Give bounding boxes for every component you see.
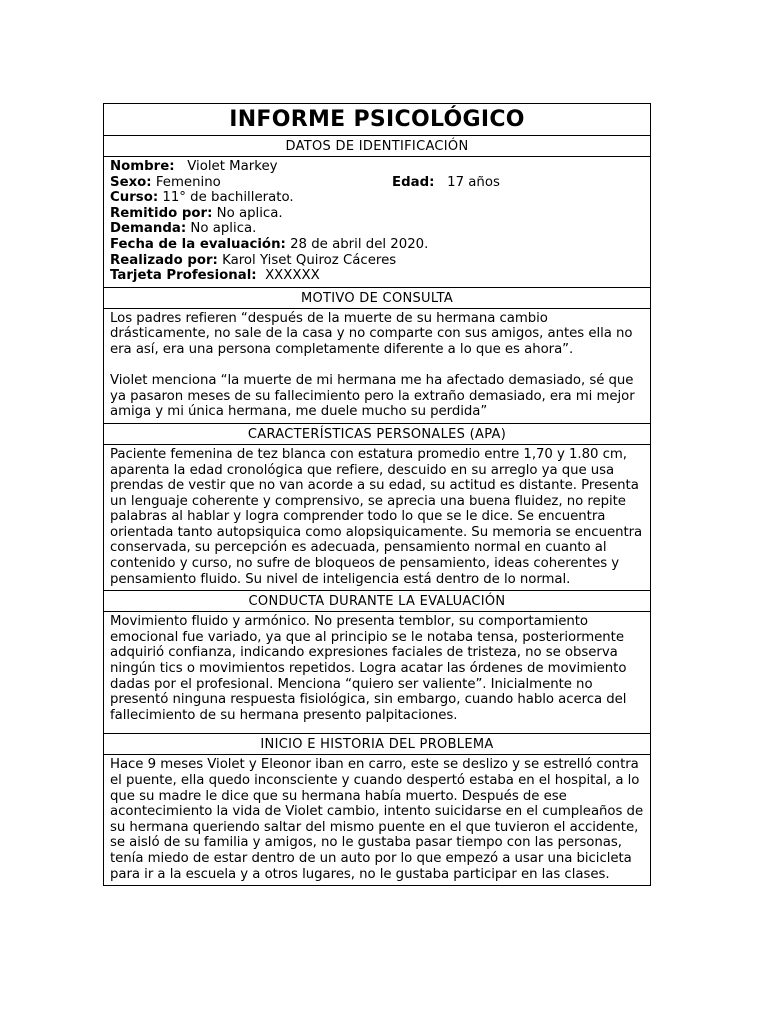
report-title: INFORME PSICOLÓGICO — [104, 104, 650, 136]
curso-line — [110, 190, 644, 206]
fecha-value: 28 de abril del 2020. — [290, 236, 429, 252]
caracteristicas-heading: CARACTERÍSTICAS PERSONALES (APA) — [104, 424, 650, 445]
fecha-line — [110, 237, 644, 253]
edad-value: 17 años — [447, 174, 500, 190]
curso-label: Curso: — [110, 190, 159, 206]
demanda-line — [110, 221, 644, 237]
motivo-paragraph-2: Violet menciona “la muerte de mi hermana me ha afectado demasiado, sé que ya pasaron meses de su fallecimiento pero la extraño demasiado, era mi mejor amiga y mi única hermana, me duele mucho su perdida” — [110, 373, 635, 420]
fecha-label: Fecha de la evaluación: — [110, 236, 286, 252]
remitido-label: Remitido por: — [110, 205, 213, 221]
identification-heading: DATOS DE IDENTIFICACIÓN — [104, 136, 650, 157]
edad-field — [392, 175, 500, 191]
motivo-heading: MOTIVO DE CONSULTA — [104, 288, 650, 309]
identification-section — [104, 157, 650, 288]
sexo-label: Sexo: — [110, 174, 152, 190]
edad-label: Edad: — [392, 174, 435, 190]
tarjeta-label: Tarjeta Profesional: — [110, 268, 257, 284]
remitido-value: No aplica. — [216, 205, 283, 221]
motivo-paragraph-1: Los padres refieren “después de la muerte de su hermana cambio drásticamente, no sale de la casa y no comparte con sus amigos, antes ella no era así, era una persona completamente diferente a lo que es ahora”. — [110, 310, 633, 357]
realizado-value: Karol Yiset Quiroz Cáceres — [222, 252, 397, 268]
demanda-value: No aplica. — [190, 221, 257, 237]
demanda-label: Demanda: — [110, 221, 187, 237]
motivo-section — [104, 309, 650, 424]
tarjeta-line — [110, 268, 644, 284]
historia-heading: INICIO E HISTORIA DEL PROBLEMA — [104, 734, 650, 755]
caracteristicas-text: Paciente femenina de tez blanca con estatura promedio entre 1,70 y 1.80 cm, aparenta la edad cronológica que refiere, descuido en su arreglo ya que usa prendas de vestir que no van acorde a su edad, su actitud es distante. Presenta un lenguaje coherente y comprensivo, se aprecia una buena fluidez, no repite palabras al hablar y logra comprender todo lo que se le dice. Se encuentra orientada tanto autopsiquica como alopsiquicamente. Su memoria se encuentra conservada, su percepción es adecuada, pensamiento normal en cuanto al contenido y curso, no sufre de bloqueos de pensamiento, ideas coherentes y pensamiento fluido. Su nivel de inteligencia está dentro de lo normal. — [104, 445, 650, 591]
historia-text: Hace 9 meses Violet y Eleonor iban en carro, este se deslizo y se estrelló contra el puente, ella quedo inconsciente y cuando despertó estaba en el hospital, a lo que su madre le dice que su hermana había muerto. Después de ese acontecimiento la vida de Violet cambio, intento suicidarse en el cumpleaños de su hermana queriendo saltar del mismo puente en el que tuvieron el accidente, se aisló de su familia y amigos, no le gustaba pasar tiempo con las personas, tenía miedo de estar dentro de un auto por lo que empezó a usar una bicicleta para ir a la escuela y a otros lugares, no le gustaba participar en las clases. — [110, 757, 644, 882]
nombre-line — [110, 159, 644, 175]
tarjeta-value: XXXXXX — [265, 268, 320, 284]
realizado-label: Realizado por: — [110, 252, 218, 268]
nombre-value: Violet Markey — [187, 159, 278, 174]
sexo-line — [110, 175, 644, 191]
report-table — [103, 103, 651, 886]
nombre-label: Nombre: — [110, 159, 175, 174]
conducta-text: Movimiento fluido y armónico. No presenta temblor, su comportamiento emocional fue variado, ya que al principio se le notaba tensa, posteriormente adquirió confianza, indicando expresiones faciales de tristeza, no se observa ningún tics o movimientos repetidos. Logra acatar las órdenes de movimiento dadas por el profesional. Menciona “quiero ser valiente”. Inicialmente no presentó ninguna respuesta fisiológica, sin embargo, cuando hablo acerca del fallecimiento de su hermana presento palpitaciones. — [104, 612, 650, 734]
sexo-value: Femenino — [155, 174, 221, 190]
curso-value: 11° de bachillerato. — [162, 190, 294, 206]
realizado-line — [110, 253, 644, 269]
conducta-heading: CONDUCTA DURANTE LA EVALUACIÓN — [104, 591, 650, 612]
remitido-line — [110, 206, 644, 222]
